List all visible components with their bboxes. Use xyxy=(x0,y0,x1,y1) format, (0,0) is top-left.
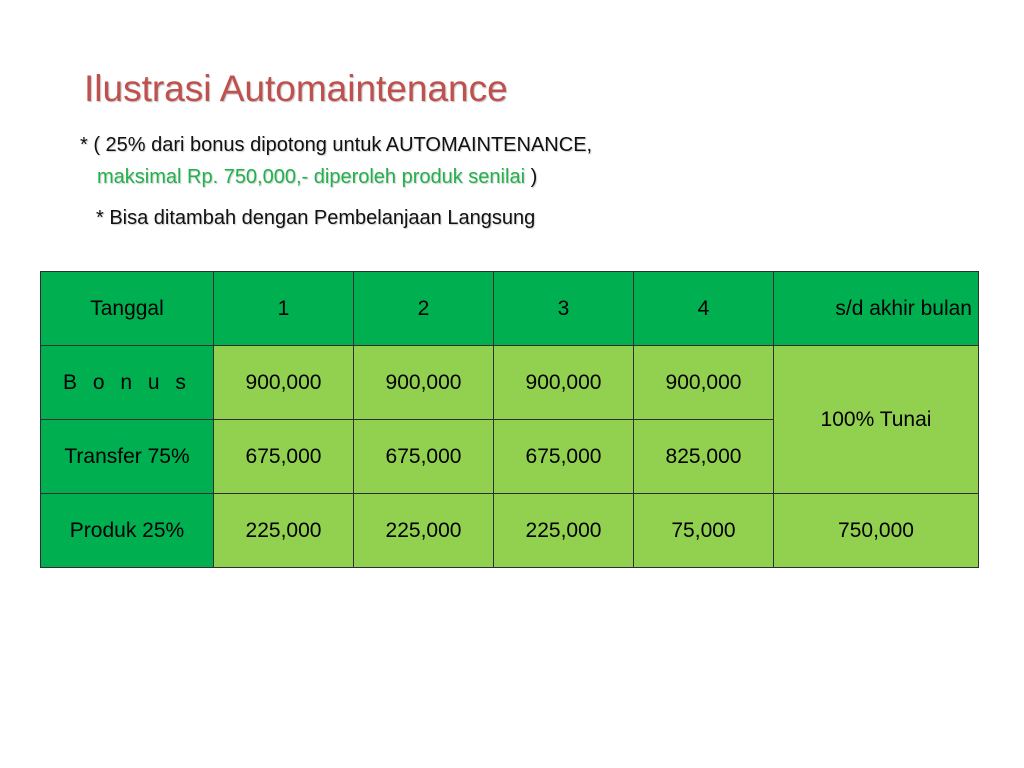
table-cell: 900,000 xyxy=(354,346,494,420)
bonus-table xyxy=(40,271,979,568)
header-cell-tanggal: Tanggal xyxy=(41,272,214,346)
table-cell: 675,000 xyxy=(214,420,354,494)
table-cell: 675,000 xyxy=(494,420,634,494)
table-cell: 900,000 xyxy=(214,346,354,420)
table-cell: 675,000 xyxy=(354,420,494,494)
note-line-3: * Bisa ditambah dengan Pembelanjaan Langsung xyxy=(96,207,536,229)
row-label-produk: Produk 25% xyxy=(41,494,214,568)
merged-cell-cash: 100% Tunai xyxy=(774,346,979,494)
header-cell-end-of-month: s/d akhir bulan xyxy=(774,272,979,346)
note-line-2-end: ) xyxy=(525,166,538,188)
table-cell: 900,000 xyxy=(494,346,634,420)
row-label-bonus: B o n u s xyxy=(41,346,214,420)
note-line-2 xyxy=(97,166,537,189)
row-label-transfer: Transfer 75% xyxy=(41,420,214,494)
table-header-row xyxy=(41,272,979,346)
header-cell-4: 4 xyxy=(634,272,774,346)
table-cell: 225,000 xyxy=(494,494,634,568)
table-row-bonus xyxy=(41,346,979,420)
table-cell: 825,000 xyxy=(634,420,774,494)
table-cell: 75,000 xyxy=(634,494,774,568)
header-cell-3: 3 xyxy=(494,272,634,346)
note-line-2-green: maksimal Rp. 750,000,- diperoleh produk senilai xyxy=(97,166,526,188)
table-cell-total: 750,000 xyxy=(774,494,979,568)
table-cell: 900,000 xyxy=(634,346,774,420)
header-cell-2: 2 xyxy=(354,272,494,346)
table-row-produk xyxy=(41,494,979,568)
table-cell: 225,000 xyxy=(214,494,354,568)
header-cell-1: 1 xyxy=(214,272,354,346)
slide-title: Ilustrasi Automaintenance xyxy=(84,68,508,109)
note-line-1: * ( 25% dari bonus dipotong untuk AUTOMAINTENANCE, xyxy=(80,134,593,156)
table-cell: 225,000 xyxy=(354,494,494,568)
